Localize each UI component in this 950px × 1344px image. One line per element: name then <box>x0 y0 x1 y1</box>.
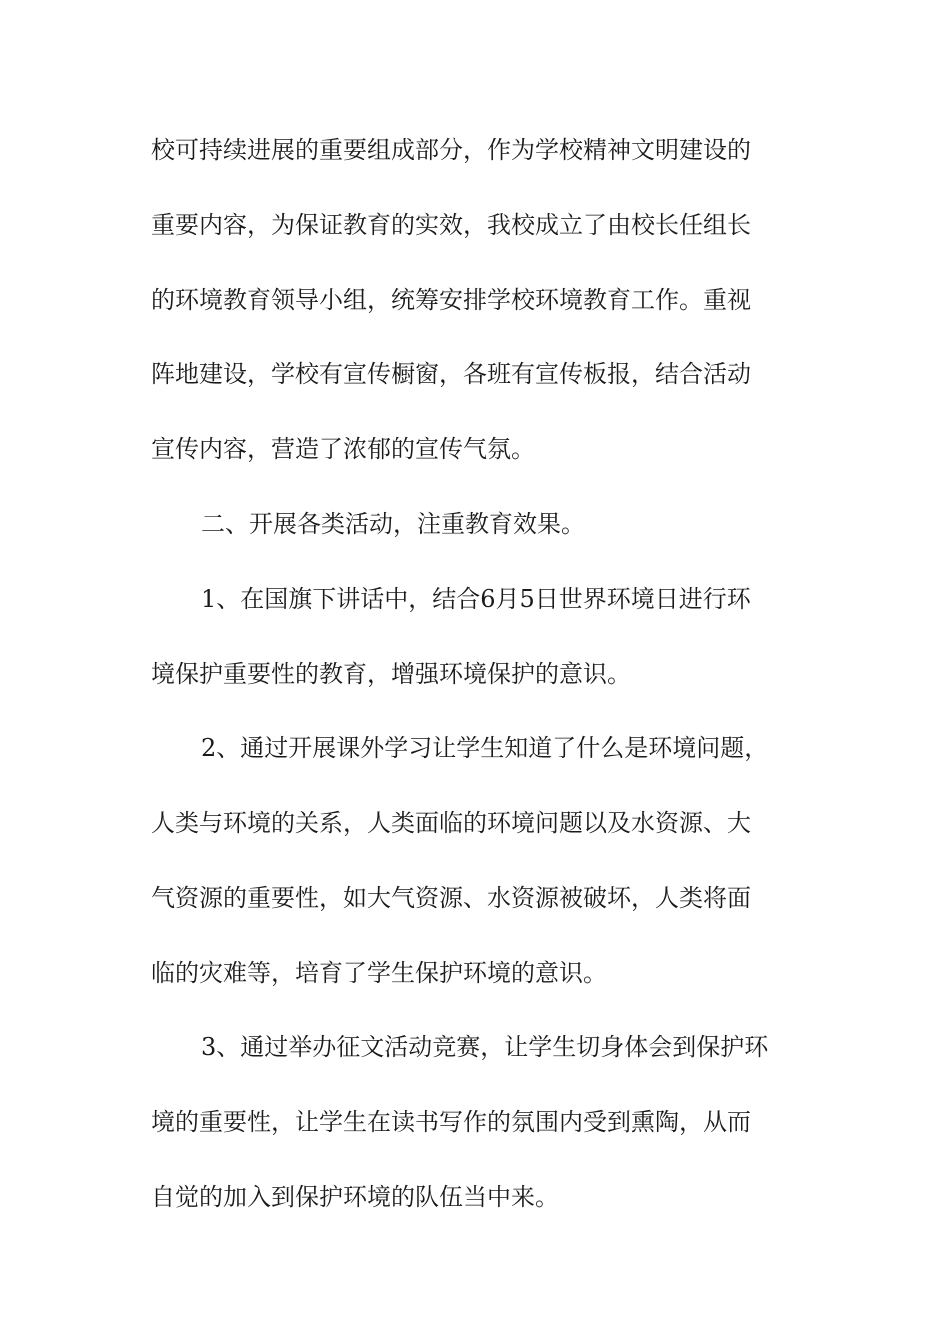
paragraph-line: 校可持续进展的重要组成部分，作为学校精神文明建设的 <box>151 136 751 164</box>
list-item-line: 自觉的加入到保护环境的队伍当中来。 <box>151 1183 559 1211</box>
paragraph-line: 的环境教育领导小组，统筹安排学校环境教育工作。重视 <box>151 286 751 314</box>
list-item-line: 2、通过开展课外学习让学生知道了什么是环境问题， <box>201 734 769 762</box>
list-item-line: 3、通过举办征文活动竞赛，让学生切身体会到保护环 <box>201 1033 769 1061</box>
paragraph-line: 阵地建设，学校有宣传橱窗，各班有宣传板报，结合活动 <box>151 360 751 388</box>
list-item-line: 1、在国旗下讲话中，结合6月5日世界环境日进行环 <box>201 585 751 613</box>
paragraph-line: 宣传内容，营造了浓郁的宣传气氛。 <box>151 435 535 463</box>
list-item-line: 人类与环境的关系，人类面临的环境问题以及水资源、大 <box>151 809 751 837</box>
list-item-line: 境保护重要性的教育，增强环境保护的意识。 <box>151 660 631 688</box>
section-heading: 二、开展各类活动，注重教育效果。 <box>201 510 585 538</box>
list-item-line: 气资源的重要性，如大气资源、水资源被破坏，人类将面 <box>151 884 751 912</box>
list-item-line: 临的灾难等，培育了学生保护环境的意识。 <box>151 959 607 987</box>
list-item-line: 境的重要性，让学生在读书写作的氛围内受到熏陶，从而 <box>151 1108 751 1136</box>
paragraph-line: 重要内容，为保证教育的实效，我校成立了由校长任组长 <box>151 211 751 239</box>
